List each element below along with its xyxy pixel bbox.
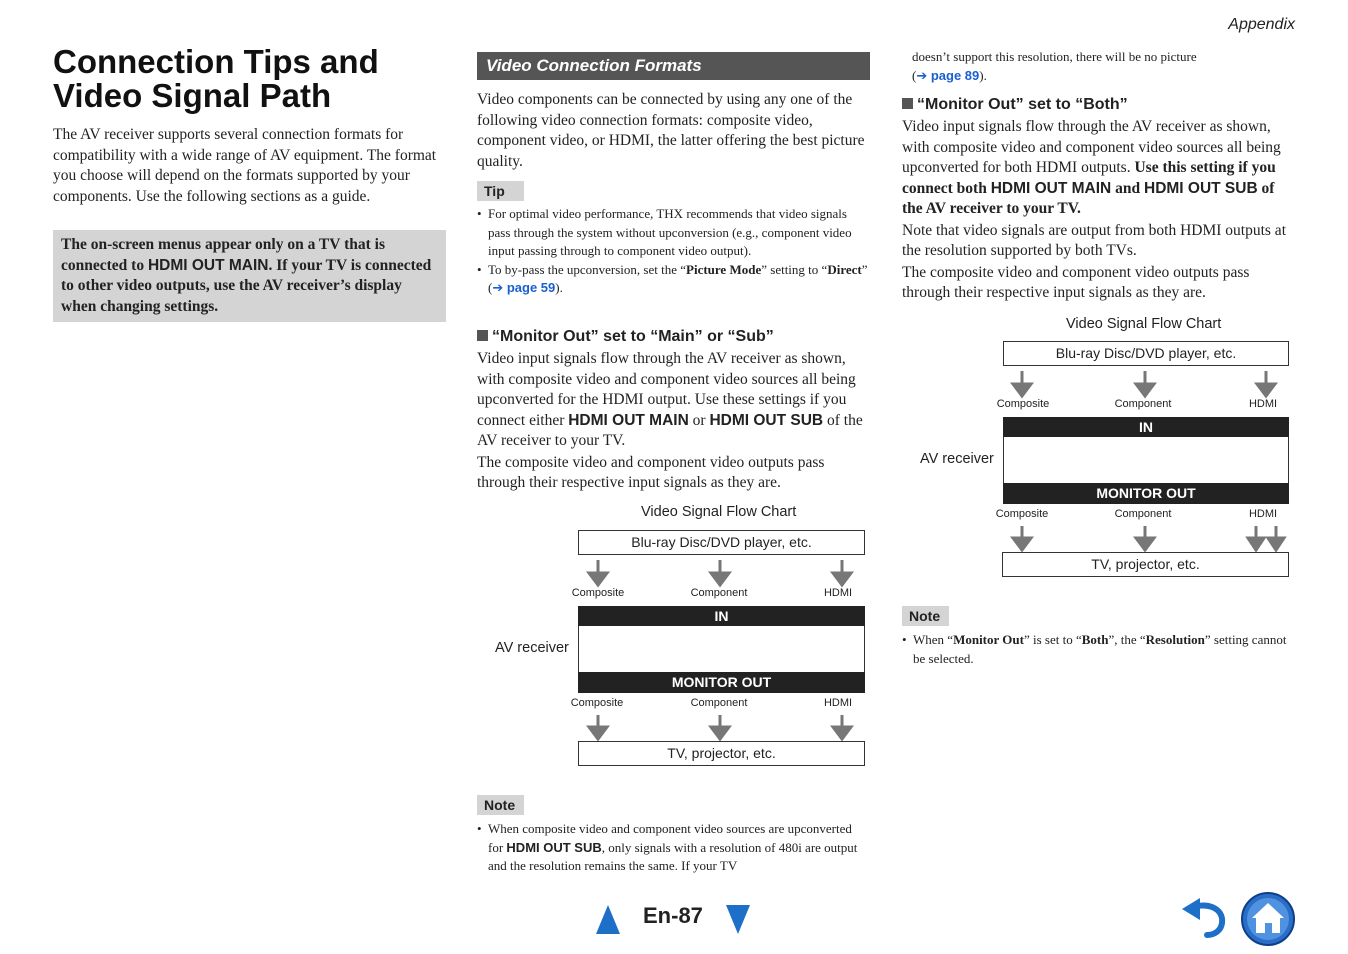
notice-box [53, 230, 446, 322]
note-list [902, 631, 1295, 668]
composite-in-label: Composite [571, 587, 625, 599]
main-sub-heading: “Monitor Out” set to “Main” or “Sub” [477, 328, 774, 346]
composite-out-label: Composite [995, 508, 1049, 520]
note-label: Note [902, 606, 949, 626]
av-receiver-label: AV receiver [920, 451, 994, 467]
note-continuation: doesn’t support this resolution, there will be no picture (➔ page 89). [912, 49, 1197, 83]
previous-page-icon[interactable] [596, 905, 620, 934]
av-receiver-label: AV receiver [495, 640, 569, 656]
source-box: Blu-ray Disc/DVD player, etc. [578, 530, 865, 555]
tip-item: • For optimal video performance, THX recommends that video signals pass through the system without upconversion (e.g., component video input passing through to component video output). [477, 206, 852, 258]
note-label: Note [477, 795, 524, 815]
tip-list [477, 205, 870, 298]
chart-title: Video Signal Flow Chart [1066, 316, 1222, 332]
note-item: • When “Monitor Out” is set to “Both”, the “Resolution” setting cannot be selected. [902, 632, 1287, 666]
component-out-label: Component [1114, 508, 1172, 520]
video-flow-chart-main-sub [478, 500, 878, 770]
composite-out-label: Composite [570, 697, 624, 709]
page-title-line2: Video Signal Path [53, 77, 332, 114]
sink-box: TV, projector, etc. [1002, 552, 1289, 577]
square-bullet-icon [902, 98, 913, 109]
next-page-icon[interactable] [726, 905, 750, 934]
home-icon[interactable] [1240, 891, 1296, 947]
page-title-line1: Connection Tips and [53, 43, 379, 80]
in-bar: IN [578, 606, 865, 626]
component-in-label: Component [1114, 398, 1172, 410]
square-bullet-icon [477, 330, 488, 341]
page-89-link[interactable]: ➔ page 89 [916, 67, 980, 83]
in-bar: IN [1003, 417, 1289, 437]
back-icon[interactable] [1180, 895, 1230, 940]
formats-paragraph: Video components can be connected by using any one of the following video connection formats: composite video, component video, or HDMI, the latter offering the best picture quality. [477, 91, 865, 170]
tip-item: • To by-pass the upconversion, set the “Picture Mode” setting to “Direct” (➔ page 59). [477, 261, 868, 295]
tip-label: Tip [477, 181, 524, 201]
intro-paragraph: The AV receiver supports several connection formats for compatibility with a wide range of AV equipment. The format you choose will depend on the formats supported by your components. Use the following sections as a guide. [53, 126, 437, 205]
page-title [53, 45, 453, 113]
notice-keyword: HDMI OUT MAIN [147, 256, 269, 274]
hdmi-in-label: HDMI [1248, 398, 1278, 410]
sink-box: TV, projector, etc. [578, 741, 865, 766]
monitor-out-bar: MONITOR OUT [1003, 483, 1289, 504]
video-flow-chart-both [902, 311, 1302, 581]
component-in-label: Component [690, 587, 748, 599]
section-heading: Video Connection Formats [477, 52, 870, 80]
page-59-link[interactable]: ➔ page 59 [492, 280, 556, 295]
chart-title: Video Signal Flow Chart [641, 504, 797, 520]
composite-in-label: Composite [996, 398, 1050, 410]
hdmi-in-label: HDMI [823, 587, 853, 599]
page-number: En-87 [643, 903, 703, 928]
main-sub-paragraph: Video input signals flow through the AV receiver as shown, with composite video and component video sources all being upconverted for the HDMI output. Use these settings if you connect either HDMI OUT MAIN or HDMI OUT SUB of the AV receiver to your TV. The composite video and component video outputs pass through their respective input signals as they are. [477, 350, 863, 491]
note-item: • When composite video and component video sources are upconverted for HDMI OUT SUB, only signals with a resolution of 480i are output and the resolution remains the same. If your TV [477, 821, 858, 873]
monitor-out-bar: MONITOR OUT [578, 672, 865, 693]
note-list [477, 820, 870, 876]
hdmi-out-label: HDMI [1248, 508, 1278, 520]
notice-text-end: . If your TV is connected to other video outputs, use the AV receiver’s display when changing settings. [61, 256, 432, 315]
source-box: Blu-ray Disc/DVD player, etc. [1003, 341, 1289, 366]
both-paragraph: Video input signals flow through the AV receiver as shown, with composite video and component video sources all being upconverted for both HDMI outputs. Use this setting if you connect both HDMI OUT MAIN and HDMI OUT SUB of the AV receiver to your TV. Note that video signals are output from both HDMI outputs at the resolution supported by both TVs. The composite video and component video outputs pass through their respective input signals as they are. [902, 118, 1286, 301]
component-out-label: Component [690, 697, 748, 709]
hdmi-out-label: HDMI [823, 697, 853, 709]
notice-text: The on-screen menus appear only on a TV that is connected to [61, 236, 385, 274]
section-label: Appendix [1228, 16, 1295, 33]
both-heading: “Monitor Out” set to “Both” [902, 96, 1128, 114]
